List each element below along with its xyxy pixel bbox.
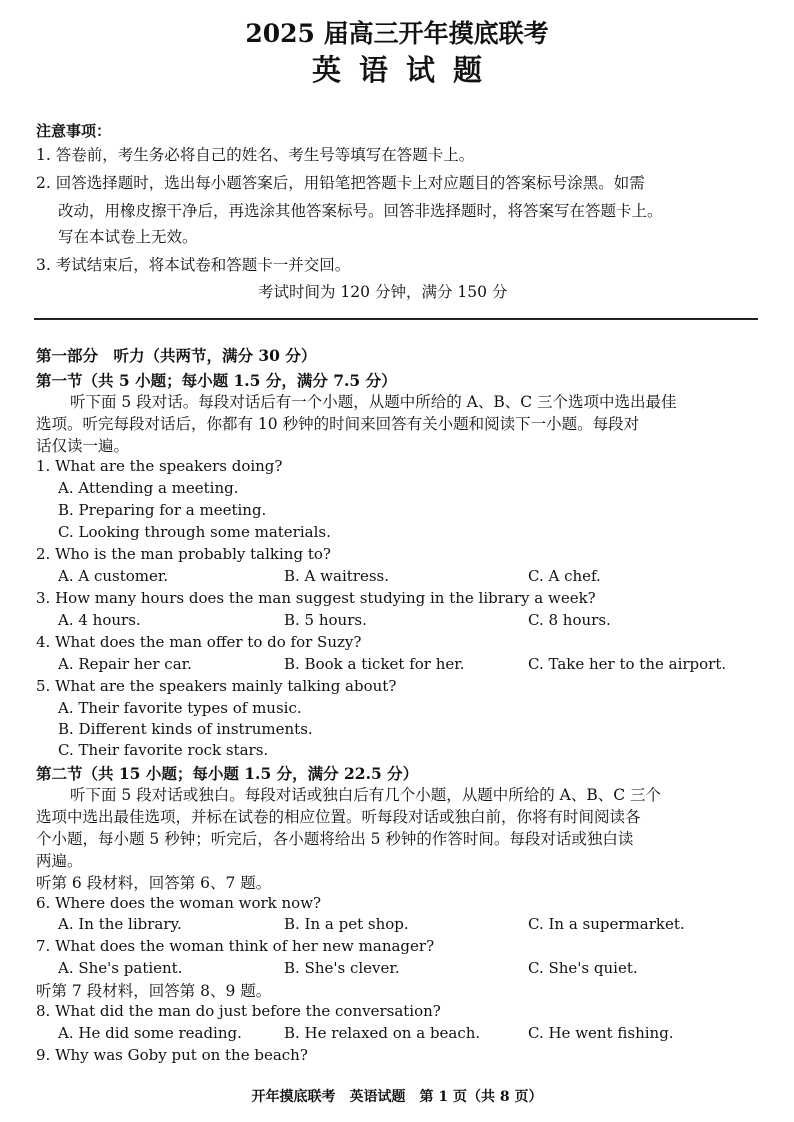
section2-heading: 第二节（共 15 小题；每小题 1.5 分，满分 22.5 分）	[36, 764, 419, 783]
exam-time: 考试时间为 120 分钟，满分 150 分	[258, 283, 508, 301]
option: C. A chef.	[528, 567, 601, 585]
notice-item: 改动，用橡皮擦干净后，再选涂其他答案标号。回答非选择题时，将答案写在答题卡上。	[58, 202, 663, 220]
section2-instruction: 选项中选出最佳选项，并标在试卷的相应位置。听每段对话或独白前，你将有时间阅读各	[36, 808, 641, 826]
option: A. In the library.	[58, 915, 182, 933]
section1-instruction: 听下面 5 段对话。每段对话后有一个小题，从题中所给的 A、B、C 三个选项中选出最佳	[70, 393, 677, 411]
option: B. Book a ticket for her.	[284, 655, 465, 673]
option: C. She's quiet.	[528, 959, 638, 977]
option: C. Their favorite rock stars.	[58, 741, 269, 759]
question-stem: 8. What did the man do just before the conversation?	[36, 1002, 441, 1020]
option: B. A waitress.	[284, 567, 389, 585]
subject-title: 英语试题	[311, 53, 500, 87]
question-stem: 4. What does the man offer to do for Suzy?	[36, 633, 362, 651]
section1-instruction: 话仅读一遍。	[36, 437, 130, 455]
option: C. He went fishing.	[528, 1024, 674, 1042]
part1-heading: 第一部分 听力（共两节，满分 30 分）	[36, 346, 317, 365]
exam-title: 2025 届高三开年摸底联考	[245, 19, 549, 48]
option: A. She's patient.	[58, 959, 183, 977]
question-stem: 1. What are the speakers doing?	[36, 457, 283, 475]
section2-instruction: 两遍。	[36, 852, 83, 870]
question-stem: 2. Who is the man probably talking to?	[36, 545, 331, 563]
option: B. Preparing for a meeting.	[58, 501, 267, 519]
option: B. He relaxed on a beach.	[284, 1024, 481, 1042]
option: A. 4 hours.	[58, 611, 141, 629]
option: C. Looking through some materials.	[58, 523, 331, 541]
question-stem: 5. What are the speakers mainly talking about?	[36, 677, 397, 695]
section2-instruction: 听下面 5 段对话或独白。每段对话或独白后有几个小题，从题中所给的 A、B、C 三个	[70, 786, 662, 804]
option: B. In a pet shop.	[284, 915, 409, 933]
option: B. She's clever.	[284, 959, 400, 977]
notice-heading: 注意事项：	[36, 122, 112, 140]
section2-instruction: 个小题，每小题 5 秒钟；听完后，各小题将给出 5 秒钟的作答时间。每段对话或独白读	[36, 830, 634, 848]
option: A. A customer.	[58, 567, 169, 585]
option: A. Their favorite types of music.	[58, 699, 302, 717]
question-stem: 7. What does the woman think of her new manager?	[36, 937, 435, 955]
section1-heading: 第一节（共 5 小题；每小题 1.5 分，满分 7.5 分）	[36, 371, 397, 390]
option: A. Attending a meeting.	[58, 479, 239, 497]
question-stem: 3. How many hours does the man suggest studying in the library a week?	[36, 589, 596, 607]
divider	[34, 318, 758, 320]
option: B. 5 hours.	[284, 611, 367, 629]
option: A. Repair her car.	[58, 655, 192, 673]
notice-item: 写在本试卷上无效。	[58, 228, 198, 246]
question-stem: 6. Where does the woman work now?	[36, 894, 322, 912]
material-heading: 听第 7 段材料，回答第 8、9 题。	[36, 982, 272, 1000]
page-footer: 开年摸底联考 英语试题 第 1 页（共 8 页）	[251, 1089, 543, 1105]
section1-instruction: 选项。听完每段对话后，你都有 10 秒钟的时间来回答有关小题和阅读下一小题。每段对	[36, 415, 640, 433]
option: A. He did some reading.	[58, 1024, 242, 1042]
material-heading: 听第 6 段材料，回答第 6、7 题。	[36, 874, 272, 892]
question-stem: 9. Why was Goby put on the beach?	[36, 1046, 308, 1064]
notice-item: 1. 答卷前，考生务必将自己的姓名、考生号等填写在答题卡上。	[36, 146, 475, 164]
option: C. 8 hours.	[528, 611, 611, 629]
notice-item: 3. 考试结束后，将本试卷和答题卡一并交回。	[36, 256, 351, 274]
option: C. In a supermarket.	[528, 915, 685, 933]
notice-item: 2. 回答选择题时，选出每小题答案后，用铅笔把答题卡上对应题目的答案标号涂黑。如需	[36, 174, 645, 192]
option: B. Different kinds of instruments.	[58, 720, 313, 738]
option: C. Take her to the airport.	[528, 655, 727, 673]
